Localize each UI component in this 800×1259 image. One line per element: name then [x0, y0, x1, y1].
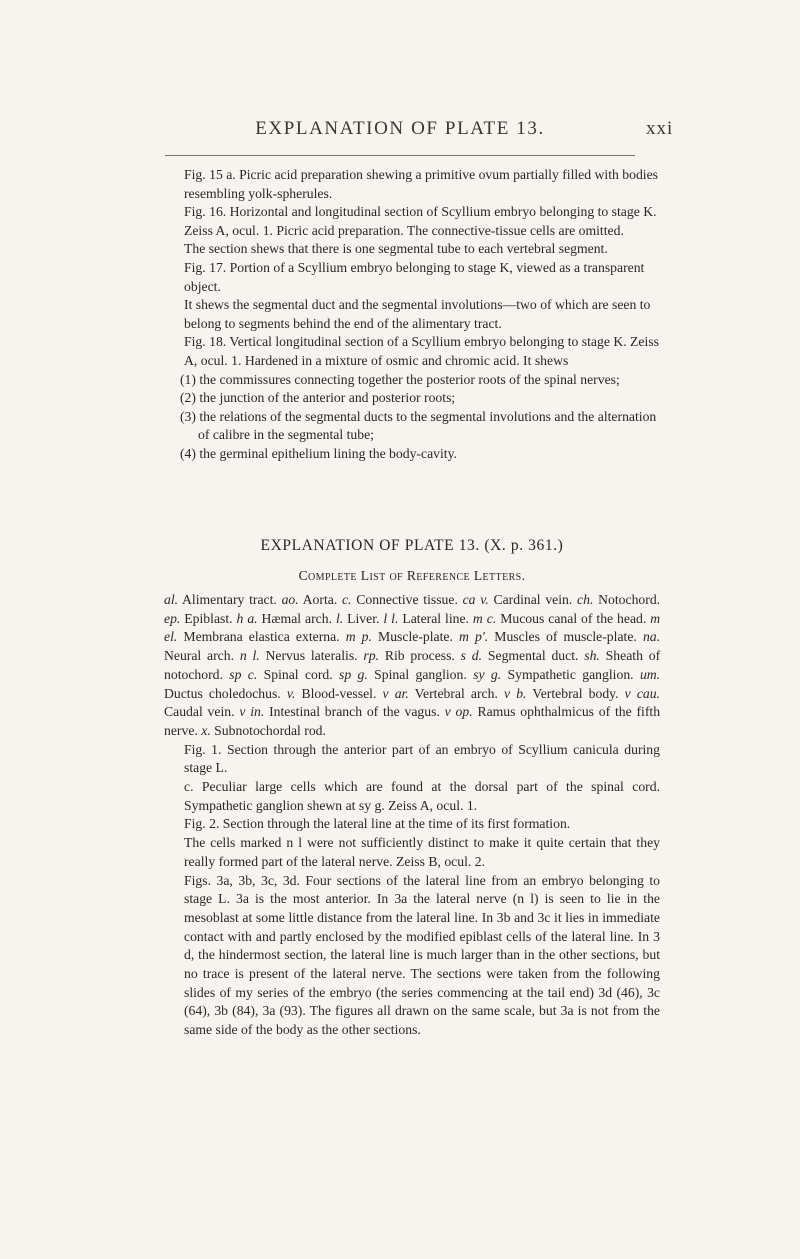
reference-abbr: v. — [286, 685, 296, 701]
reference-abbr: na. — [642, 629, 661, 645]
reference-description: Muscle-plate. — [378, 629, 453, 645]
section-subtitle: Complete List of Reference Letters. — [298, 568, 526, 583]
reference-abbr: m p'. — [459, 629, 489, 645]
reference-abbr: h a. — [236, 610, 258, 626]
fig-3-caption: Figs. 3a, 3b, 3c, 3d. Four sections of the lateral line from an embryo belonging to stage L. 3a is the most anterior. In 3a the lateral nerve (n l) is seen to lie in the mesoblast at some little distance from the lateral line. In 3b and 3c it lies in immediate contact with and partly enclosed by the modified epiblast cells of the lateral line. In 3 d, the hindermost section, the lateral line is much larger than in the other sections, but no trace is present of the lateral nerve. The sections were taken from the following slides of my series of the embryo (the series commencing at the tail end) 3d (46), 3c (64), 3b (84), 3a (93). The figures all drawn on the same scale, but 3a is not from the same side of the body as the other sections. — [184, 872, 660, 1038]
fig-16-caption: Fig. 16. Horizontal and longitudinal section of Scyllium embryo belonging to stage K. Zeiss A, ocul. 1. Picric acid preparation. The connective-tissue cells are omitted. — [184, 204, 657, 238]
reference-description: Caudal vein. — [164, 704, 235, 720]
reference-abbr: m c. — [472, 610, 497, 626]
fig-2-note: The cells marked n l were not sufficiently distinct to make it quite certain that they really formed part of the lateral nerve. Zeiss B, ocul. 2. — [184, 835, 660, 869]
fig-1-note: c. Peculiar large cells which are found at the dorsal part of the spinal cord. Sympathetic ganglion shewn at sy g. Zeiss A, ocul. 1. — [184, 779, 660, 813]
fig-15a-caption: Fig. 15 a. Picric acid preparation shewing a primitive ovum partially filled with bodies resembling yolk-spherules. — [184, 167, 659, 201]
reference-description: Intestinal branch of the vagus. — [269, 704, 440, 720]
reference-description: Blood-vessel. — [301, 685, 377, 701]
fig-1-caption: Fig. 1. Section through the anterior part of an embryo of Scyllium canicula during stage L. — [184, 741, 660, 776]
reference-description: Vertebral arch. — [414, 685, 498, 701]
reference-letters-list — [164, 591, 660, 741]
reference-description: Membrana elastica externa. — [183, 629, 340, 645]
plate-13-explanation — [164, 591, 660, 1040]
reference-description: Aorta. — [302, 592, 338, 607]
reference-description: Mucous canal of the head. — [500, 610, 647, 626]
reference-abbr: v ar. — [382, 685, 409, 701]
reference-abbr: v b. — [504, 685, 527, 701]
list-item: (4) the germinal epithelium lining the body-cavity. — [180, 445, 457, 461]
reference-abbr: sh. — [584, 648, 600, 664]
reference-abbr: um. — [639, 666, 661, 682]
reference-abbr: ep. — [164, 610, 181, 626]
reference-abbr: n l. — [239, 648, 260, 664]
fig-2-caption: Fig. 2. Section through the lateral line at the time of its first formation. — [184, 816, 571, 832]
reference-abbr: m el. — [164, 610, 661, 645]
reference-abbr: l l. — [383, 610, 399, 626]
section-title: EXPLANATION OF PLATE 13. (X. p. 361.) — [260, 537, 564, 554]
fig-18-list — [164, 371, 660, 464]
reference-abbr: c. — [341, 592, 352, 607]
list-item: (3) the relations of the segmental ducts to the segmental involutions and the alternation of calibre in the segmental tube; — [180, 408, 657, 443]
reference-description: Segmental duct. — [487, 648, 579, 664]
header-rule — [165, 155, 635, 156]
reference-description: Liver. — [347, 610, 380, 626]
reference-abbr: sp c. — [229, 666, 258, 682]
list-item: (2) the junction of the anterior and posterior roots; — [180, 390, 456, 406]
reference-abbr: rp. — [363, 648, 379, 664]
running-title: EXPLANATION OF PLATE 13. — [255, 118, 545, 139]
list-item: (1) the commissures connecting together the posterior roots of the spinal nerves; — [180, 371, 620, 387]
page-header — [0, 118, 800, 148]
reference-description: Sympathetic ganglion. — [507, 666, 634, 682]
reference-description: Ramus ophthalmicus of the fifth nerve. — [164, 704, 661, 738]
reference-description: Lateral line. — [402, 610, 469, 626]
reference-abbr: x. — [201, 722, 211, 738]
reference-abbr: al. — [164, 592, 179, 607]
reference-description: Hæmal arch. — [261, 610, 332, 626]
reference-abbr: sp g. — [339, 666, 368, 682]
reference-abbr: ao. — [281, 592, 299, 607]
reference-description: Muscles of muscle-plate. — [494, 629, 637, 645]
reference-abbr: s d. — [460, 648, 483, 664]
reference-description: Sheath of notochord. — [164, 648, 661, 682]
reference-description: Nervus lateralis. — [265, 648, 358, 664]
fig-18-caption: Fig. 18. Vertical longitudinal section of a Scyllium embryo belonging to stage K. Zeiss A, ocul. 1. Hardened in a mixture of osmic and chromic acid. It shews — [184, 334, 659, 368]
reference-description: Notochord. — [598, 592, 661, 607]
fig-17-note: It shews the segmental duct and the segmental involutions—two of which are seen to belong to segments behind the end of the alimentary tract. — [184, 297, 651, 331]
reference-abbr: ca v. — [462, 592, 489, 607]
fig-17-caption: Fig. 17. Portion of a Scyllium embryo belonging to stage K, viewed as a transparent object. — [184, 259, 645, 294]
reference-description: Ductus choledochus. — [164, 685, 281, 701]
reference-description: Alimentary tract. — [182, 592, 277, 607]
reference-abbr: m p. — [345, 629, 372, 645]
reference-description: Connective tissue. — [356, 592, 458, 607]
reference-abbr: ch. — [577, 592, 594, 607]
reference-abbr: sy g. — [473, 666, 502, 682]
reference-description: Vertebral body. — [532, 685, 619, 701]
fig-16-note: The section shews that there is one segmental tube to each vertebral segment. — [184, 241, 608, 257]
reference-description: Subnotochordal rod. — [214, 722, 326, 738]
reference-description: Neural arch. — [164, 648, 235, 664]
reference-abbr: v op. — [444, 704, 473, 720]
reference-description: Spinal cord. — [263, 666, 333, 682]
page-number: xxi — [646, 118, 674, 139]
figure-descriptions-continued — [164, 166, 660, 464]
reference-abbr: v cau. — [624, 685, 661, 701]
reference-description: Cardinal vein. — [493, 592, 573, 607]
reference-description: Rib process. — [384, 648, 455, 664]
reference-description: Epiblast. — [184, 610, 233, 626]
reference-abbr: l. — [335, 610, 344, 626]
reference-description: Spinal ganglion. — [374, 666, 467, 682]
reference-abbr: v in. — [239, 704, 265, 720]
